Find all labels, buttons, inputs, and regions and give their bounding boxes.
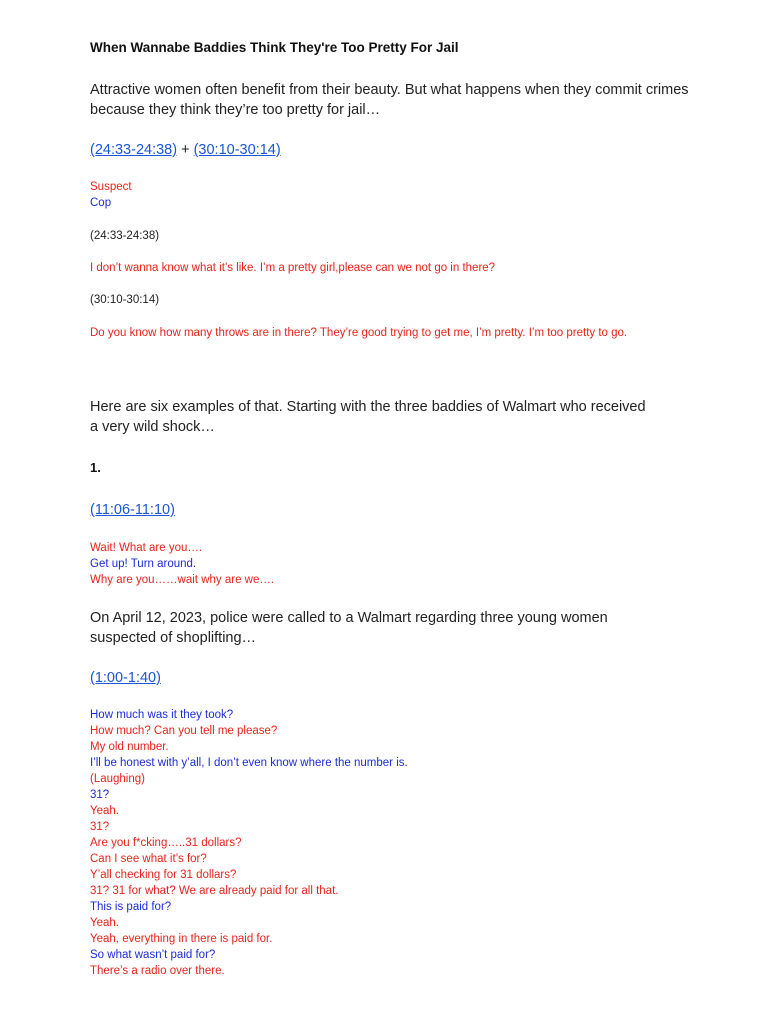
timestamp-label: (24:33-24:38) (90, 230, 160, 242)
dialogue-block (90, 540, 690, 588)
dialogue-line: Yeah. (90, 917, 119, 929)
timestamp-link[interactable]: (24:33-24:38) (90, 142, 178, 158)
plus-sign: + (181, 142, 190, 158)
speaker-legend (90, 179, 690, 211)
legend-cop: Cop (90, 197, 112, 209)
examples-paragraph: Here are six examples of that. Starting with the three baddies of Walmart who received a very wild shock… (90, 399, 646, 435)
section-number: 1. (90, 460, 101, 475)
dialogue-line: 31? (90, 789, 110, 801)
intro-paragraph: Attractive women often benefit from their beauty. But what happens when they commit crimes because they think they’re too pretty for jail… (90, 82, 689, 118)
dialogue-line: Get up! Turn around. (90, 558, 197, 570)
story-paragraph: On April 12, 2023, police were called to a Walmart regarding three young women suspected of shoplifting… (90, 610, 608, 646)
dialogue-line: (Laughing) (90, 773, 145, 785)
dialogue-line: How much? Can you tell me please? (90, 725, 278, 737)
timestamp-link[interactable]: (30:10-30:14) (193, 142, 281, 158)
dialogue-line: 31? 31 for what? We are already paid for all that. (90, 885, 339, 897)
dialogue-line: There’s a radio over there. (90, 965, 225, 977)
dialogue-block (90, 707, 690, 979)
timestamp-label: (30:10-30:14) (90, 294, 160, 306)
doc-title: When Wannabe Baddies Think They're Too Pretty For Jail (90, 40, 459, 55)
quote-line: Do you know how many throws are in there? They’re good trying to get me, I’m pretty. I’m too pretty to go. (90, 327, 628, 339)
dialogue-line: Yeah. (90, 805, 119, 817)
dialogue-line: Yeah, everything in there is paid for. (90, 933, 273, 945)
dialogue-line: So what wasn’t paid for? (90, 949, 216, 961)
dialogue-line: Can I see what it’s for? (90, 853, 207, 865)
dialogue-line: Are you f*cking…..31 dollars? (90, 837, 242, 849)
quote-line: I don’t wanna know what it’s like. I’m a pretty girl,please can we not go in there? (90, 262, 496, 274)
timestamp-link[interactable]: (11:06-11:10) (90, 502, 175, 518)
dialogue-line: I’ll be honest with y’all, I don’t even know where the number is. (90, 757, 408, 769)
legend-suspect: Suspect (90, 181, 132, 193)
timestamp-links (90, 140, 281, 160)
dialogue-line: Y’all checking for 31 dollars? (90, 869, 237, 881)
dialogue-line: How much was it they took? (90, 709, 234, 721)
dialogue-line: This is paid for? (90, 901, 172, 913)
dialogue-line: Wait! What are you…. (90, 542, 203, 554)
dialogue-line: 31? (90, 821, 110, 833)
dialogue-line: Why are you……wait why are we…. (90, 574, 275, 586)
timestamp-link[interactable]: (1:00-1:40) (90, 670, 161, 686)
dialogue-line: My old number. (90, 741, 169, 753)
